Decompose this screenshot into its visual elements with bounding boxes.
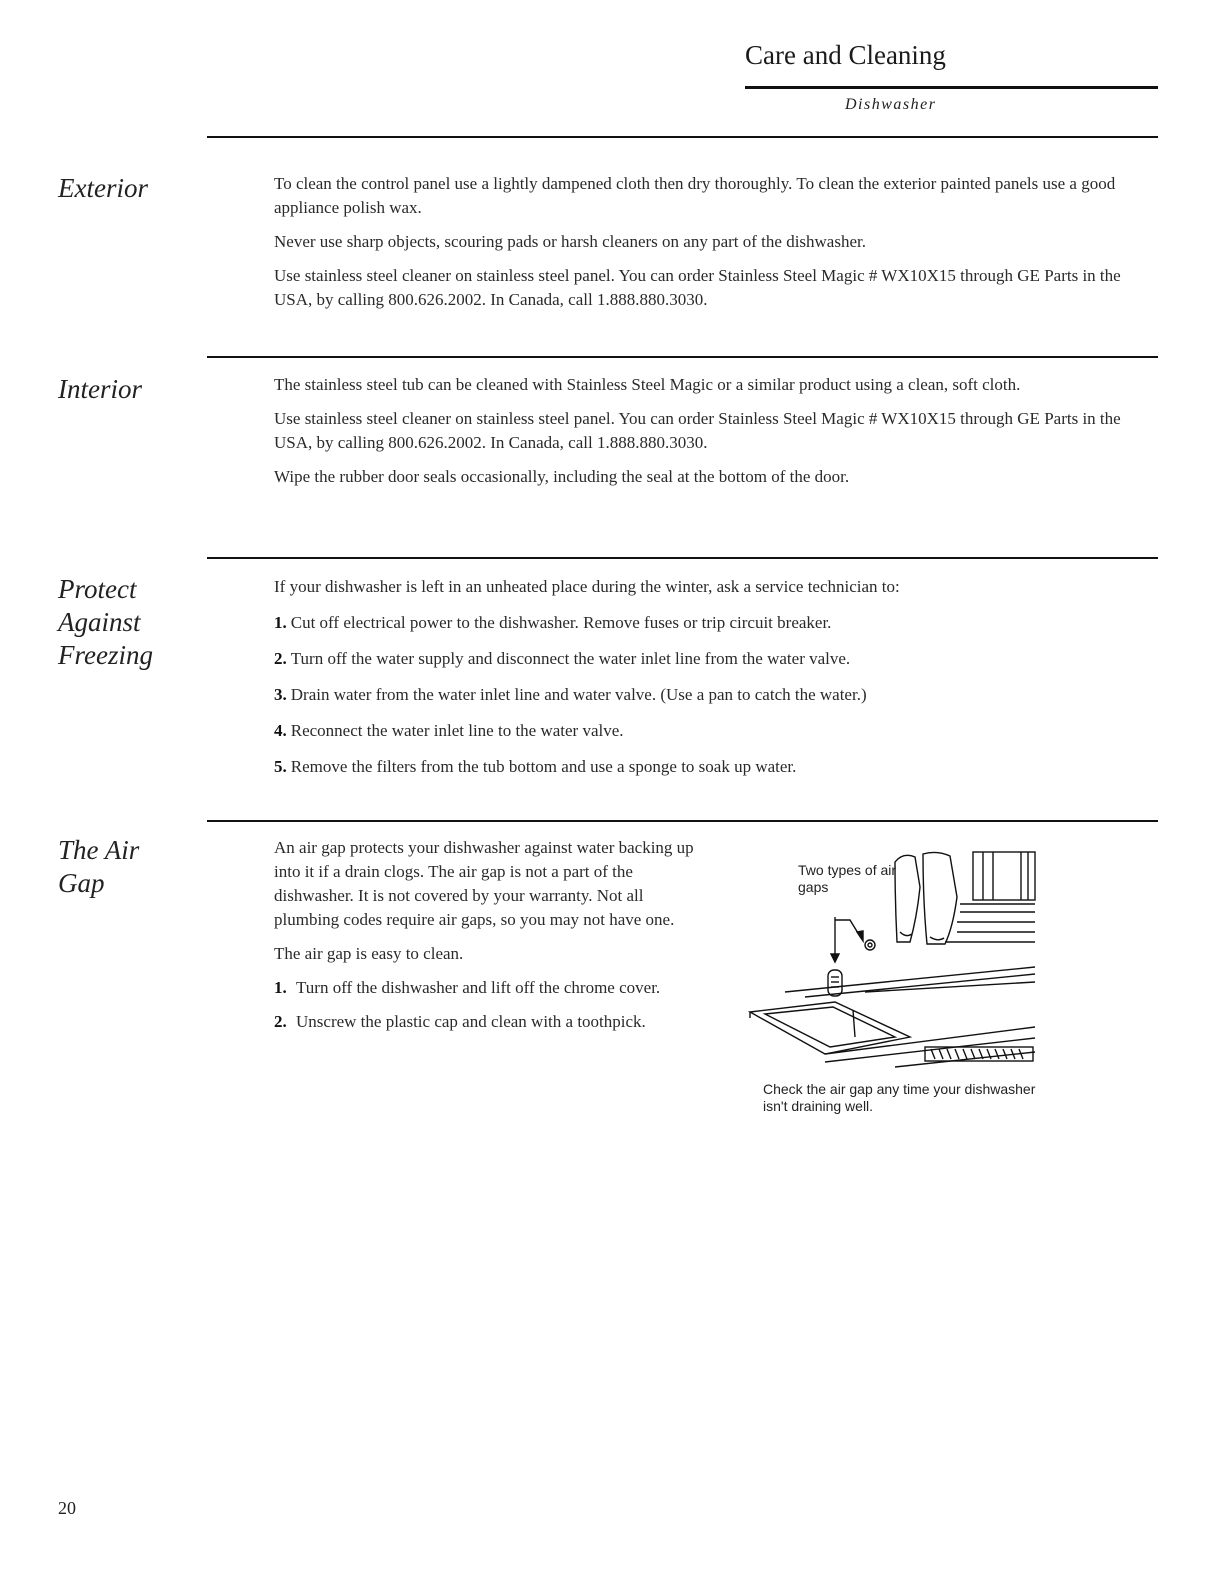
freezing-step (274, 719, 1144, 743)
section-divider (207, 820, 1158, 822)
airgap-heading (58, 834, 139, 900)
airgap-heading-line: Gap (58, 868, 105, 898)
interior-heading: Interior (58, 374, 142, 404)
step-text: Turn off the dishwasher and lift off the chrome cover. (296, 978, 661, 997)
freezing-step (274, 647, 1144, 671)
page-title: Care and Cleaning (745, 40, 946, 70)
airgap-intro: An air gap protects your dishwasher against water backing up into it if a drain clogs. The air gap is not a part of the dishwasher. It is not covered by your warranty. Not all plumbing codes require air gaps, so you may not have one. (274, 838, 694, 929)
step-text: Remove the filters from the tub bottom and use a sponge to soak up water. (290, 757, 797, 776)
freezing-heading-line: Freezing (58, 640, 153, 670)
interior-body (274, 373, 1144, 499)
figure-label: Two types of air gaps (798, 862, 897, 895)
exterior-body (274, 172, 1144, 322)
airgap-heading-line: The Air (58, 835, 140, 865)
airgap-step (274, 1010, 694, 1034)
exterior-paragraph: Use stainless steel cleaner on stainless steel panel. You can order Stainless Steel Magic # WX10X15 through GE Parts in the USA, by calling 800.626.2002. In Canada, call 1.888.880.3030. (274, 266, 1121, 309)
freezing-step (274, 755, 1144, 779)
page-subtitle: Dishwasher (845, 96, 937, 113)
step-number: 1. (274, 613, 287, 632)
step-number: 3. (274, 685, 287, 704)
freezing-body (274, 575, 1144, 791)
step-text: Drain water from the water inlet line and water valve. (Use a pan to catch the water.) (290, 685, 867, 704)
section-divider (207, 136, 1158, 138)
freezing-step (274, 611, 1144, 635)
step-text: Reconnect the water inlet line to the water valve. (290, 721, 624, 740)
step-number: 4. (274, 721, 287, 740)
section-divider (207, 557, 1158, 559)
step-text: Cut off electrical power to the dishwasher. Remove fuses or trip circuit breaker. (290, 613, 832, 632)
interior-paragraph: Wipe the rubber door seals occasionally, including the seal at the bottom of the door. (274, 467, 850, 486)
page-number: 20 (58, 1498, 76, 1518)
interior-paragraph: Use stainless steel cleaner on stainless steel panel. You can order Stainless Steel Magic # WX10X15 through GE Parts in the USA, by calling 800.626.2002. In Canada, call 1.888.880.3030. (274, 409, 1121, 452)
header-rule (745, 86, 1158, 89)
interior-paragraph: The stainless steel tub can be cleaned with Stainless Steel Magic or a similar product using a clean, soft cloth. (274, 375, 1021, 394)
airgap-easy: The air gap is easy to clean. (274, 944, 464, 963)
section-divider (207, 356, 1158, 358)
exterior-paragraph: To clean the control panel use a lightly dampened cloth then dry thoroughly. To clean the exterior painted panels use a good appliance polish wax. (274, 174, 1116, 217)
step-number: 2. (274, 649, 287, 668)
freezing-intro: If your dishwasher is left in an unheated place during the winter, ask a service technician to: (274, 577, 900, 596)
airgap-step (274, 976, 694, 1000)
exterior-heading: Exterior (58, 173, 148, 203)
step-text: Unscrew the plastic cap and clean with a toothpick. (296, 1012, 646, 1031)
freezing-step (274, 683, 1144, 707)
step-number: 5. (274, 757, 287, 776)
freezing-heading (58, 573, 153, 672)
airgap-body (274, 836, 694, 1044)
figure-caption: Check the air gap any time your dishwasher isn't draining well. (763, 1081, 1036, 1114)
step-number: 1. (274, 978, 287, 997)
step-text: Turn off the water supply and disconnect the water inlet line from the water valve. (290, 649, 851, 668)
freezing-heading-line: Against (58, 607, 141, 637)
freezing-heading-line: Protect (58, 574, 137, 604)
step-number: 2. (274, 1012, 287, 1031)
exterior-paragraph: Never use sharp objects, scouring pads or harsh cleaners on any part of the dishwasher. (274, 232, 866, 251)
